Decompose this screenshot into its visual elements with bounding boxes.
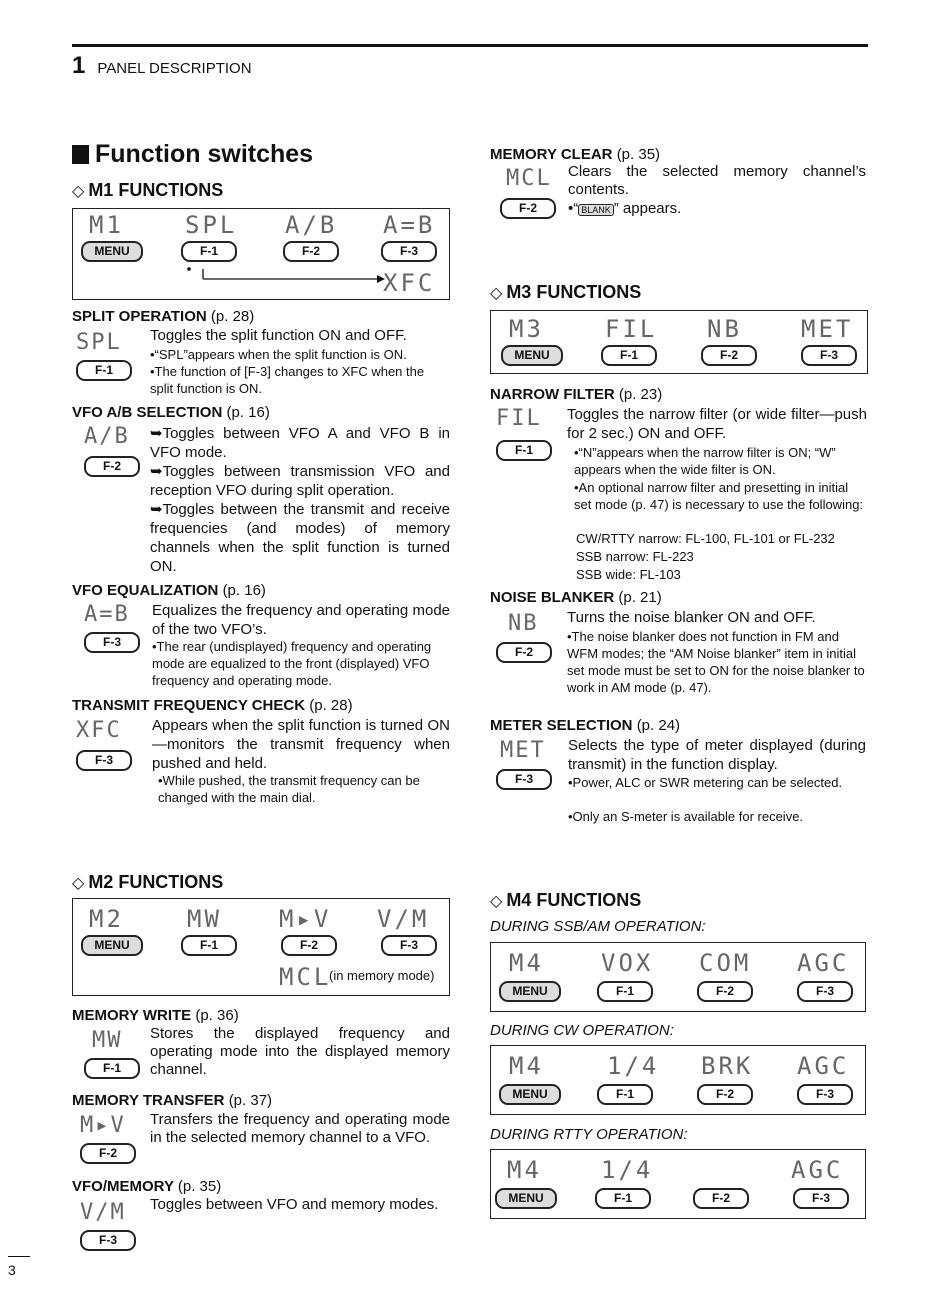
lcd-ab-small: A/B <box>84 424 130 449</box>
square-bullet-icon <box>72 145 89 164</box>
lcd-m4: M4 <box>509 1052 544 1080</box>
lcd-nb-small: NB <box>508 611 539 636</box>
diamond-icon: ◇ <box>490 893 503 910</box>
section-title: Function switches <box>72 140 313 169</box>
vm-text: Toggles between VFO and memory modes. <box>150 1196 439 1213</box>
fil-note-2: •An optional narrow filter and presetting in initial set mode (p. 47) is necessary to use the following: <box>574 480 864 512</box>
met-text: Selects the type of meter displayed (during transmit) in the function display. <box>568 737 866 773</box>
cw-label: DURING CW OPERATION: <box>490 1022 674 1039</box>
ab-title: VFO A/B SELECTION (p. 16) <box>72 404 270 421</box>
lcd-mcl-small: MCL <box>506 166 552 191</box>
menu-key[interactable]: MENU <box>499 981 561 1002</box>
lcd-mw: MW <box>187 905 222 933</box>
f1-key[interactable]: F-1 <box>601 345 657 366</box>
lcd-mv: M▸V <box>279 905 332 933</box>
split-text: Toggles the split function ON and OFF. <box>150 327 407 344</box>
m2-panel <box>72 898 450 996</box>
f1-key-split[interactable]: F-1 <box>76 360 132 381</box>
f2-key[interactable]: F-2 <box>697 981 753 1002</box>
lcd-mcl: MCL <box>279 963 332 991</box>
ab-item-3: ➥Toggles between the transmit and receive frequencies (and modes) of memory channels when the split function is turned ON. <box>150 501 450 575</box>
tfc-text: Appears when the split function is turned ON—monitors the transmit frequency when pushed and held. <box>152 717 450 772</box>
chapter-number: 1 <box>72 52 86 79</box>
blank-indicator: BLANK <box>578 204 614 216</box>
f2-key-ab[interactable]: F-2 <box>84 456 140 477</box>
m3-heading: ◇ M3 FUNCTIONS <box>490 282 642 302</box>
f2-key[interactable]: F-2 <box>281 935 337 956</box>
lcd-xfc-small: XFC <box>76 718 122 743</box>
lcd-mv-small: M▸V <box>80 1113 126 1138</box>
menu-key[interactable]: MENU <box>81 935 143 956</box>
chapter-header <box>72 52 252 80</box>
mv-text: Transfers the frequency and operating mode in the selected memory channel to a VFO. <box>150 1111 450 1146</box>
f3-key[interactable]: F-3 <box>793 1188 849 1209</box>
m3-panel <box>490 310 868 374</box>
fil-filter-3: SSB wide: FL-103 <box>576 567 681 582</box>
ssb-label: DURING SSB/AM OPERATION: <box>490 918 706 935</box>
menu-key[interactable]: MENU <box>501 345 563 366</box>
page-number-bar <box>8 1256 30 1257</box>
f1-key-fil[interactable]: F-1 <box>496 440 552 461</box>
lcd-quarter: 1/4 <box>607 1052 660 1080</box>
fil-note-1: •“N”appears when the narrow filter is ON; “W” appears when the wide filter is ON. <box>574 445 836 477</box>
eq-title: VFO EQUALIZATION (p. 16) <box>72 582 266 599</box>
mw-title: MEMORY WRITE (p. 36) <box>72 1007 239 1024</box>
lcd-agc: AGC <box>797 949 850 977</box>
tfc-title: TRANSMIT FREQUENCY CHECK (p. 28) <box>72 697 353 714</box>
mclear-title: MEMORY CLEAR (p. 35) <box>490 146 661 163</box>
f2-key-mcl[interactable]: F-2 <box>500 198 556 219</box>
tfc-note: •While pushed, the transmit frequency can be changed with the main dial. <box>158 773 420 805</box>
f1-key[interactable]: F-1 <box>597 981 653 1002</box>
lcd-xfc: XFC <box>383 269 436 297</box>
lcd-aeqb-small: A=B <box>84 602 130 627</box>
lcd-m4: M4 <box>507 1156 542 1184</box>
f1-key[interactable]: F-1 <box>595 1188 651 1209</box>
ab-item-1: ➥Toggles between VFO A and VFO B in VFO mode. <box>150 425 450 461</box>
lcd-fil-small: FIL <box>496 406 542 431</box>
menu-key[interactable]: MENU <box>495 1188 557 1209</box>
m1-panel <box>72 208 450 300</box>
fil-filter-1: CW/RTTY narrow: FL-100, FL-101 or FL-232 <box>576 531 835 546</box>
m4-rtty-panel <box>490 1149 866 1219</box>
f2-key[interactable]: F-2 <box>697 1084 753 1105</box>
rtty-label: DURING RTTY OPERATION: <box>490 1126 688 1143</box>
f1-key[interactable]: F-1 <box>181 935 237 956</box>
f3-key-eq[interactable]: F-3 <box>84 632 140 653</box>
m4-ssb-panel <box>490 942 866 1012</box>
mclear-text: Clears the selected memory channel’s contents. <box>568 163 866 198</box>
lcd-brk: BRK <box>701 1052 754 1080</box>
f3-key[interactable]: F-3 <box>797 1084 853 1105</box>
f1-key[interactable]: F-1 <box>181 241 237 262</box>
f3-key-vm[interactable]: F-3 <box>80 1230 136 1251</box>
lcd-ab: A/B <box>285 211 338 239</box>
lcd-quarter: 1/4 <box>601 1156 654 1184</box>
split-note-2: •The function of [F-3] changes to XFC when the split function is ON. <box>150 364 425 396</box>
met-title: METER SELECTION (p. 24) <box>490 717 681 734</box>
menu-key[interactable]: MENU <box>499 1084 561 1105</box>
lcd-agc: AGC <box>791 1156 844 1184</box>
f1-key-mw[interactable]: F-1 <box>84 1058 140 1079</box>
mv-title: MEMORY TRANSFER (p. 37) <box>72 1092 273 1109</box>
fil-text: Toggles the narrow filter (or wide filter—push for 2 sec.) ON and OFF. <box>567 406 867 442</box>
f2-key-mv[interactable]: F-2 <box>80 1143 136 1164</box>
f2-key-nb[interactable]: F-2 <box>496 642 552 663</box>
diamond-icon: ◇ <box>490 285 503 302</box>
lcd-vm-small: V/M <box>80 1200 126 1225</box>
lcd-m1: M1 <box>89 211 124 239</box>
lcd-mw-small: MW <box>92 1028 123 1053</box>
lcd-m3: M3 <box>509 315 544 343</box>
f3-key[interactable]: F-3 <box>801 345 857 366</box>
f3-key[interactable]: F-3 <box>381 935 437 956</box>
lcd-agc: AGC <box>797 1052 850 1080</box>
nb-title: NOISE BLANKER (p. 21) <box>490 589 662 606</box>
split-title: SPLIT OPERATION (p. 28) <box>72 308 255 325</box>
lcd-m4: M4 <box>509 949 544 977</box>
mclear-note: •“ BLANK ” appears. <box>568 200 682 217</box>
nb-note: •The noise blanker does not function in FM and WFM modes; the “AM Noise blanker” item in initial set mode must be set to ON for the noise blanker to work in AM mode (p. 47). <box>567 629 865 695</box>
lcd-spl: SPL <box>185 211 238 239</box>
f2-key[interactable]: F-2 <box>701 345 757 366</box>
lcd-m2: M2 <box>89 905 124 933</box>
f3-key-met[interactable]: F-3 <box>496 769 552 790</box>
m4-heading: ◇ M4 FUNCTIONS <box>490 890 642 910</box>
lcd-spl-small: SPL <box>76 330 122 355</box>
lcd-vox: VOX <box>601 949 654 977</box>
m4-cw-panel <box>490 1045 866 1115</box>
chapter-title: PANEL DESCRIPTION <box>97 60 252 77</box>
split-note-1: •“SPL”appears when the split function is ON. <box>150 347 407 362</box>
mcl-mode-note: (in memory mode) <box>329 968 435 983</box>
lcd-com: COM <box>699 949 752 977</box>
diamond-icon: ◇ <box>72 183 85 200</box>
fil-title: NARROW FILTER (p. 23) <box>490 386 663 403</box>
ab-item-2: ➥Toggles between transmission VFO and reception VFO during split operation. <box>150 463 450 499</box>
fil-filter-2: SSB narrow: FL-223 <box>576 549 694 564</box>
mw-text: Stores the displayed frequency and operating mode into the displayed memory channel. <box>150 1025 450 1078</box>
m1-heading: ◇ M1 FUNCTIONS <box>72 180 224 200</box>
xfc-arrow-icon <box>185 265 385 289</box>
m2-heading: ◇ M2 FUNCTIONS <box>72 872 224 892</box>
header-rule <box>72 44 868 47</box>
lcd-met-small: MET <box>500 738 546 763</box>
f3-key[interactable]: F-3 <box>381 241 437 262</box>
f2-key[interactable]: F-2 <box>693 1188 749 1209</box>
lcd-aeqb: A=B <box>383 211 436 239</box>
f3-key-tfc[interactable]: F-3 <box>76 750 132 771</box>
met-note-1: •Power, ALC or SWR metering can be selected. <box>568 775 843 790</box>
f3-key[interactable]: F-3 <box>797 981 853 1002</box>
nb-text: Turns the noise blanker ON and OFF. <box>567 609 816 626</box>
f2-key[interactable]: F-2 <box>283 241 339 262</box>
diamond-icon: ◇ <box>72 875 85 892</box>
vm-title: VFO/MEMORY (p. 35) <box>72 1178 222 1195</box>
met-note-2: •Only an S-meter is available for receive. <box>568 809 804 824</box>
lcd-fil: FIL <box>605 315 658 343</box>
menu-key[interactable]: MENU <box>81 241 143 262</box>
f1-key[interactable]: F-1 <box>597 1084 653 1105</box>
lcd-vm: V/M <box>377 905 430 933</box>
eq-note: •The rear (undisplayed) frequency and operating mode are equalized to the front (displayed) VFO frequency and operating mode. <box>152 639 432 688</box>
lcd-met: MET <box>801 315 854 343</box>
page-number: 3 <box>8 1262 16 1278</box>
eq-text: Equalizes the frequency and operating mode of the two VFO’s. <box>152 602 450 638</box>
lcd-nb: NB <box>707 315 742 343</box>
